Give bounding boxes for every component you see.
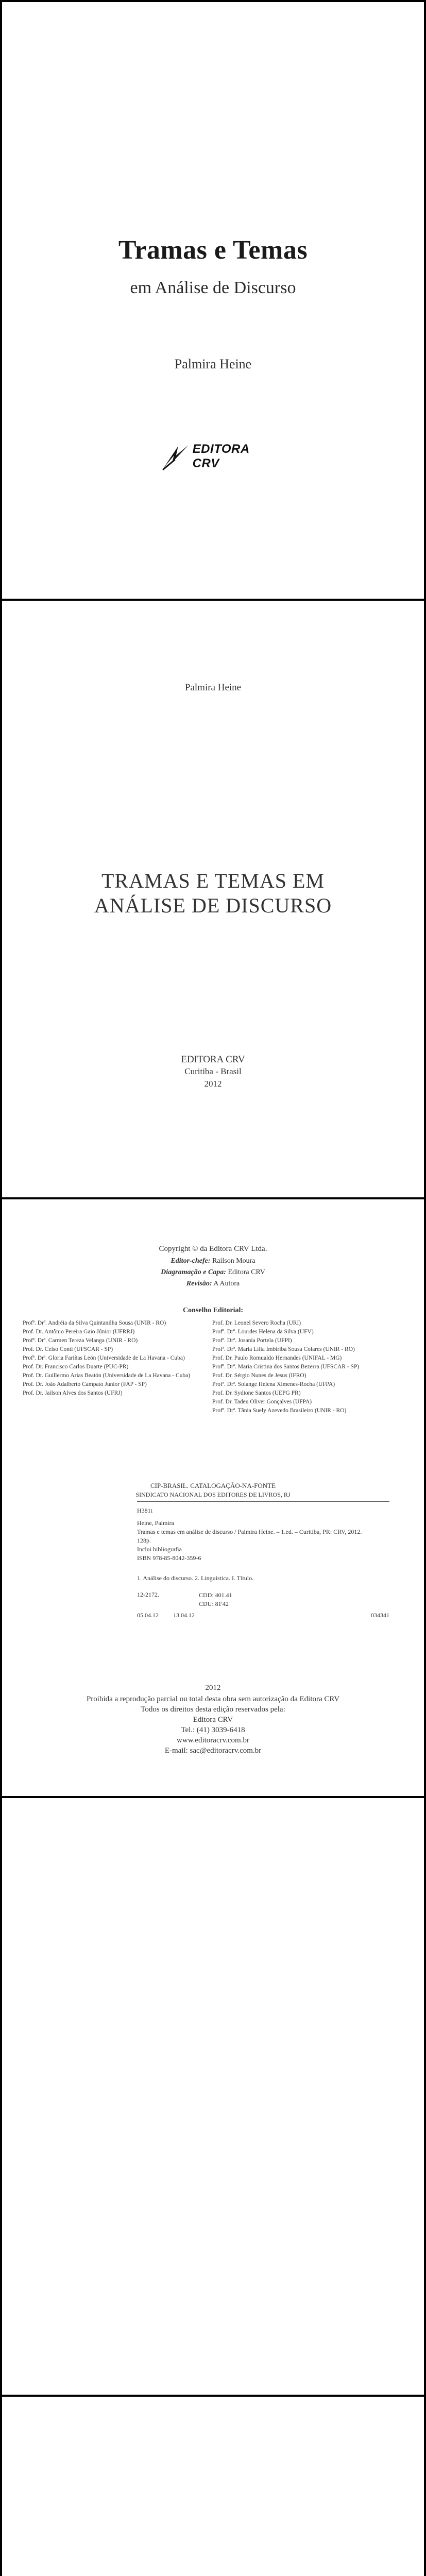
cdd-code: CDD: 401.41 [199,1591,232,1599]
catalog-entry [137,1519,389,1563]
board-member: Profª. Drª. Solange Helena Ximenes-Rocha (UFPA) [212,1381,335,1387]
credit-editor [2,1257,424,1265]
board-member: Profª. Drª. Carmen Tereza Velanga (UNIR - RO) [23,1337,138,1344]
board-member: Profª. Drª. Andréia da Silva Quintanilha Sousa (UNIR - RO) [23,1320,166,1326]
board-member: Profª. Drª. Maria Cristina dos Santos Bezerra (UFSCAR - SP) [212,1364,360,1370]
catalog-line: Tramas e temas em análise de discurso / Palmira Heine. – 1.ed. – Curitiba, PR: CRV, 2012. [137,1528,362,1535]
credit-value: Railson Moura [212,1257,255,1265]
board-list-right [212,1319,398,1415]
publisher-city: Curitiba - Brasil [184,1066,242,1076]
credit-label: Editor-chefe: [171,1257,211,1265]
board-member: Profª. Drª. Josania Portela (UFPI) [212,1337,292,1344]
title-line-1: TRAMAS E TEMAS EM [101,869,325,892]
credit-label: Revisão: [186,1280,212,1287]
board-member: Prof. Dr. Celso Conti (UFSCAR - SP) [23,1346,113,1352]
title-line-2: ANÁLISE DE DISCURSO [94,894,332,917]
classification-codes [199,1591,232,1608]
catalog-line: ISBN 978-85-8042-359-6 [137,1554,201,1562]
credit-review [2,1280,424,1288]
board-member: Profª. Drª. Maria Lília Imbiriba Sousa Colares (UNIR - RO) [212,1346,355,1352]
rights-line: Proibida a reprodução parcial ou total desta obra sem autorização da Editora CRV [86,1695,340,1703]
publisher-name: Editora CRV [193,1716,233,1724]
board-member: Profª. Drª. Gloria Fariñas León (Universidade de La Havana - Cuba) [23,1355,185,1361]
catalog-code: H381t [137,1507,152,1514]
catalog-line: Heine, Palmira [137,1519,174,1527]
edition-year: 2012 [205,1684,221,1692]
board-member: Prof. Dr. Antônio Pereira Gaio Júnior (UFRRJ) [23,1329,135,1335]
publisher-logo [161,441,279,472]
book-title: Tramas e Temas [118,235,308,265]
credit-layout [2,1268,424,1277]
board-member: Profª. Drª. Lourdes Helena da Silva (UFV) [212,1329,314,1335]
logo-text: EDITORA CRV [192,442,249,470]
book-subtitle: em Análise de Discurso [130,278,296,297]
catalog-date-1: 05.04.12 [137,1612,159,1619]
rights-notice [2,1694,424,1756]
catalog-line: 128p. [137,1537,151,1544]
board-member: Prof. Dr. Sérgio Nunes de Jesus (IFRO) [212,1372,306,1379]
board-member: Profª. Drª. Tânia Suely Azevedo Brasileiro (UNIR - RO) [212,1408,347,1414]
board-member: Prof. Dr. Leonel Severo Rocha (URI) [212,1320,301,1326]
author-name: Palmira Heine [184,682,242,693]
catalog-line: Inclui bibliografia [137,1546,182,1553]
publisher-name: EDITORA CRV [181,1054,245,1065]
credit-value: A Autora [213,1280,240,1287]
catalog-number: 12-2172. [137,1591,159,1598]
cover-page [2,2,424,599]
publisher-email[interactable]: E-mail: sac@editoracrv.com.br [164,1747,262,1755]
publisher-website[interactable]: www.editoracrv.com.br [177,1736,249,1744]
epigraph-page [2,2397,424,2576]
cip-subtitle: SINDICATO NACIONAL DOS EDITORES DE LIVROS, RJ [135,1491,291,1498]
board-title: Conselho Editorial: [182,1307,244,1314]
board-list-left [23,1319,202,1398]
board-member: Prof. Dr. Tadeu Oliver Gonçalves (UFPA) [212,1399,312,1405]
cip-title: CIP-BRASIL. CATALOGAÇÃO-NA-FONTE [150,1482,276,1489]
board-member: Prof. Dr. Guillermo Arias Beatón (Universidade de La Havana - Cuba) [23,1372,191,1379]
title-page [2,601,424,1197]
board-member: Prof. Dr. Francisco Carlos Duarte (PUC-PR) [23,1364,129,1370]
credit-label: Diagramação e Capa: [161,1268,226,1276]
publisher-phone: Tel.: (41) 3039-6418 [181,1726,245,1734]
rights-line: Todos os direitos desta edição reservados pela: [141,1705,285,1714]
catalog-date-2: 13.04.12 [173,1612,195,1619]
cdu-code: CDU: 81'42 [199,1600,229,1607]
copyright-line: Copyright © da Editora CRV Ltda. [159,1245,267,1253]
copyright-page [2,1199,424,1796]
board-member: Prof. Dr. Paulo Romualdo Hernandes (UNIFAL - MG) [212,1355,342,1361]
credit-value: Editora CRV [228,1268,265,1276]
board-member: Prof. Dr. João Adalberto Campato Junior (FAP - SP) [23,1381,147,1387]
board-member: Prof. Dr. Sydione Santos (UEPG PR) [212,1390,301,1396]
catalog-subjects: 1. Análise do discurso. 2. Linguística. I. Título. [137,1574,254,1582]
crv-logo-icon [161,442,192,471]
catalog-register: 034341 [371,1612,389,1619]
publication-year: 2012 [204,1079,222,1089]
author-name: Palmira Heine [174,357,252,371]
blank-page [2,1798,424,2395]
board-member: Prof. Dr. Jailson Alves dos Santos (UFRJ) [23,1390,123,1396]
catalog-divider [137,1501,389,1502]
